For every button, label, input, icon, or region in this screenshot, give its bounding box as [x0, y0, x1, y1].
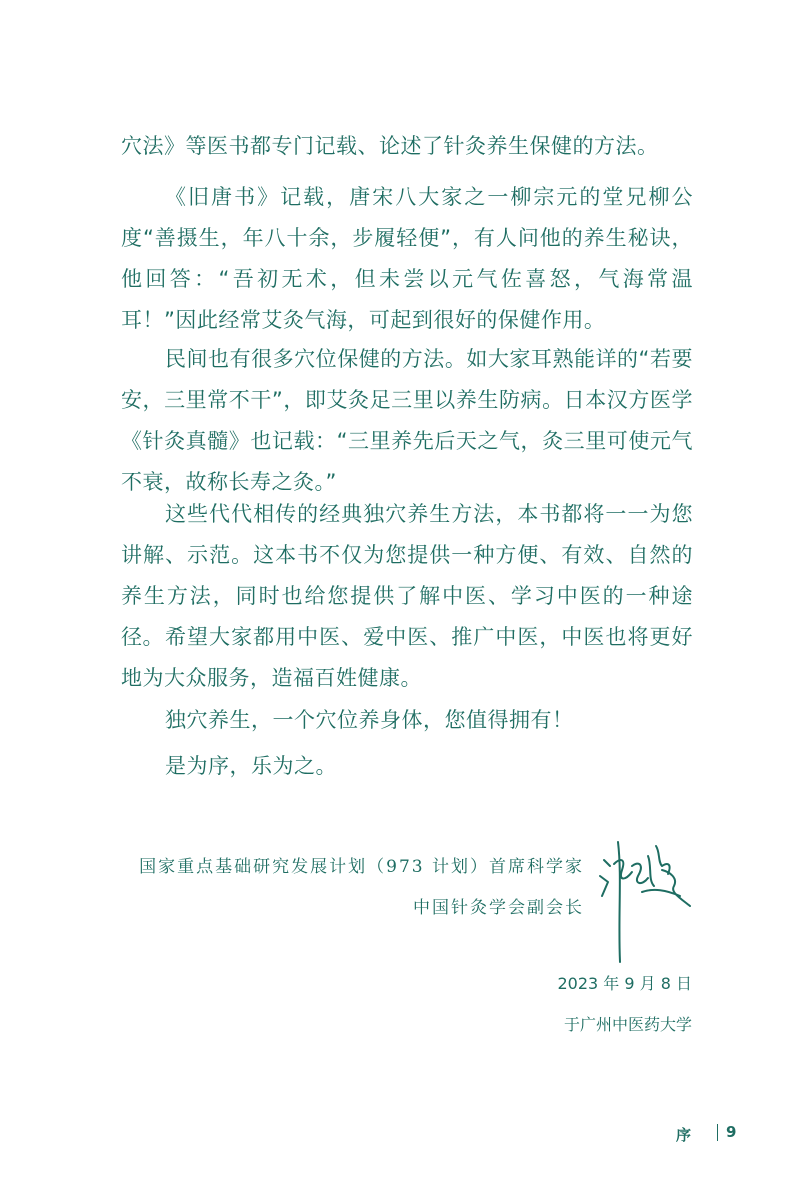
page-number: 9	[726, 1123, 737, 1141]
paragraph-continuation: 穴法》等医书都专门记载、论述了针灸养生保健的方法。	[121, 134, 659, 158]
paragraph-book-purpose: 这些代代相传的经典独穴养生方法，本书都将一一为您讲解、示范。这本书不仅为您提供一种方便、有效、自然的养生方法，同时也给您提供了解中医、学习中医的一种途径。	[121, 502, 693, 649]
footer-section-label: 序	[676, 1126, 692, 1144]
paragraph-folk-methods: 民间也有很多穴位保健的方法。如大家耳熟能详的“若要安，三里常不干”，即艾灸足三里以养生防病。日本汉方医学《针灸真髓》也记载：“三里养先后天之气，灸三里可使元气不衰，故称长寿之灸。”	[121, 347, 693, 494]
footer-divider	[717, 1124, 718, 1141]
paragraph-jiutangshu: 《旧唐书》记载，唐宋八大家之一柳宗元的堂兄柳公度“善摄生，年八十余，步履轻便”，有人问他的养生秘诀，他回答：“吾初无术，但未尝以元气佐喜怒，气海常温耳！”因此经常艾灸气海，可起到很好的保健作用。	[121, 185, 693, 332]
handwritten-signature	[596, 836, 696, 966]
signing-place: 于广州中医药大学	[563, 1015, 692, 1034]
paragraph-hope: 希望大家都用中医、爱中医、推广中医，中医也将更好地为大众服务，造福百姓健康。	[121, 625, 693, 690]
paragraph-closing: 是为序，乐为之。	[165, 754, 337, 778]
paragraph-slogan: 独穴养生，一个穴位养身体，您值得拥有！	[165, 708, 574, 732]
signer-title-secondary: 中国针灸学会副会长	[413, 898, 584, 918]
signer-title-primary: 国家重点基础研究发展计划（973 计划）首席科学家	[139, 857, 584, 877]
signing-date: 2023 年 9 月 8 日	[557, 974, 692, 993]
